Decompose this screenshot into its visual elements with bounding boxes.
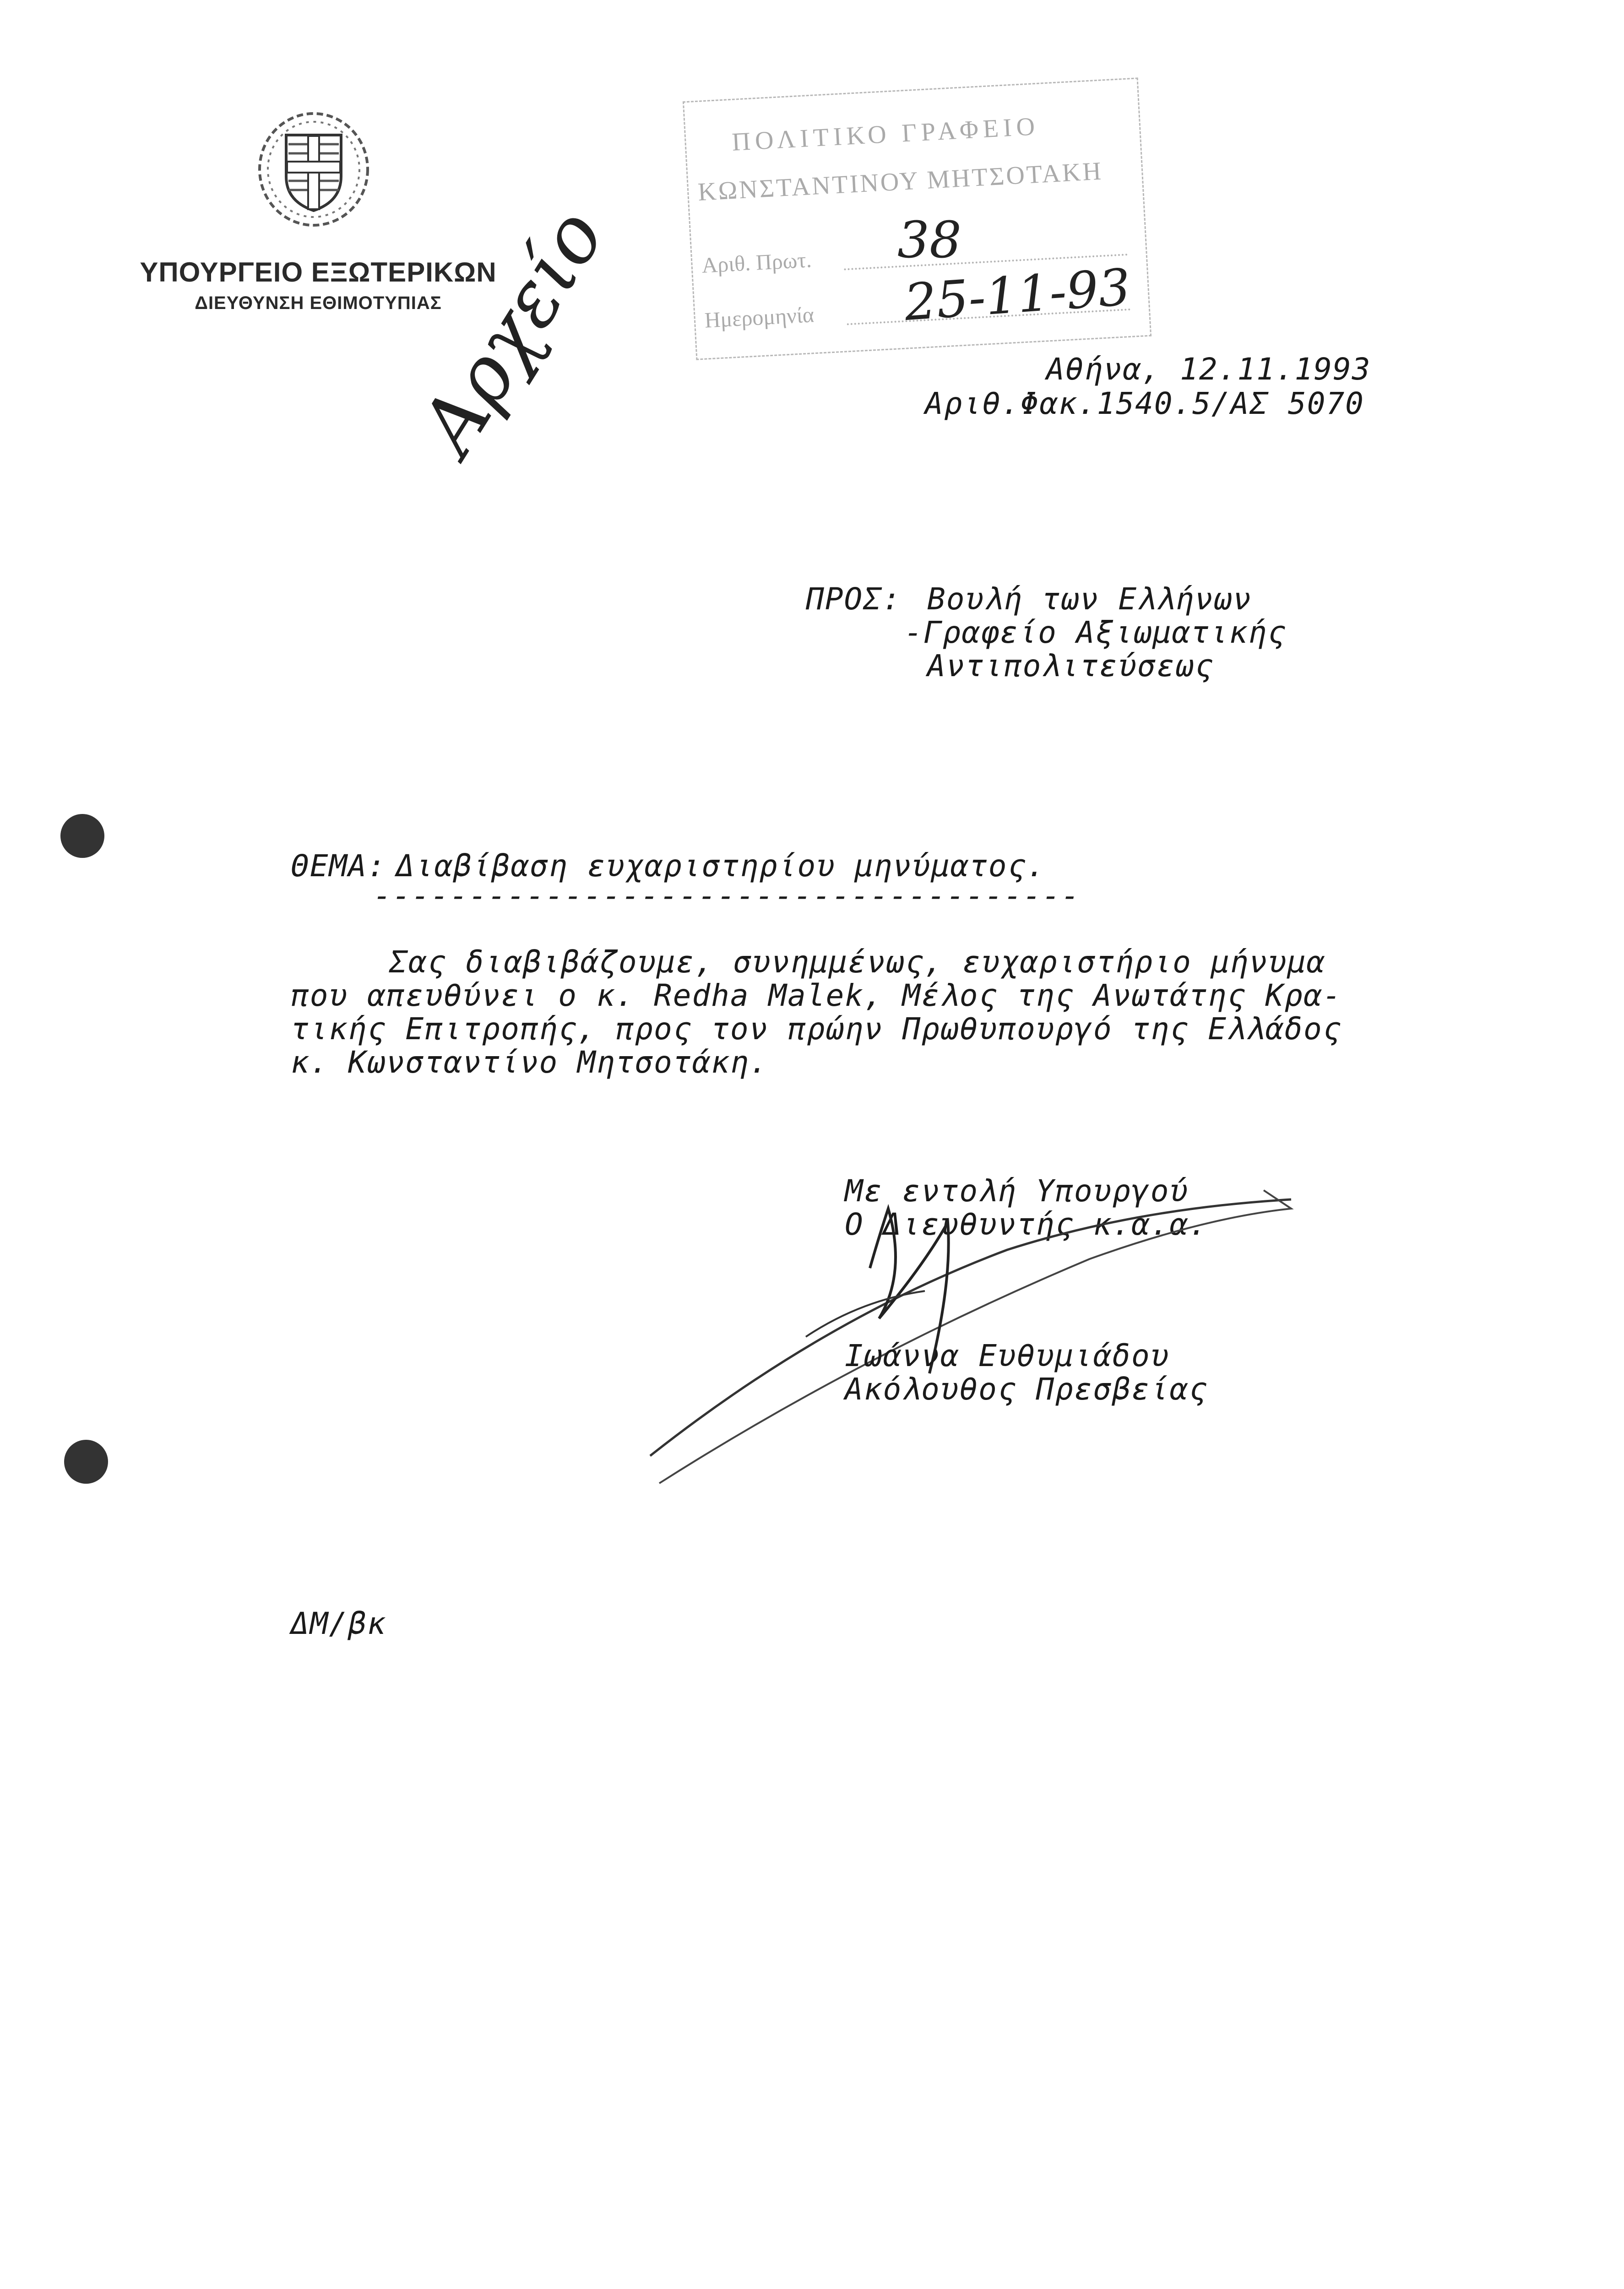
stamp-protocol-label: Αριθ. Πρωτ. — [701, 248, 812, 278]
subject-label: ΘΕΜΑ: — [291, 848, 386, 884]
body-line-3: τικής Επιτροπής, προς τον πρώην Πρωθυπουργό της Ελλάδος — [291, 1011, 1342, 1047]
greek-coat-of-arms-logo — [254, 108, 373, 231]
recipient-line-2: -Γραφείο Αξιωματικής — [904, 615, 1287, 650]
body-line-4: κ. Κωνσταντίνο Μητσοτάκη. — [291, 1045, 769, 1080]
signatory-name: Ιωάννα Ευθυμιάδου — [845, 1338, 1170, 1373]
stamp-office-name: ΠΟΛΙΤΙΚΟ ΓΡΑΦΕΙΟ — [731, 112, 1040, 157]
recipient-label: ΠΡΟΣ: — [806, 581, 902, 617]
body-line-1: Σας διαβιβάζουμε, συνημμένως, ευχαριστήριο μήνυμα — [389, 944, 1326, 980]
department-name: ΔΙΕΥΘΥΝΣΗ ΕΘΙΜΟΤΥΠΙΑΣ — [195, 293, 442, 313]
archive-annotation-handwritten: Αρχείο — [403, 194, 622, 469]
recipient-line-1: Βουλή των Ελλήνων — [927, 581, 1252, 617]
stamp-date-label: Ημερομηνία — [704, 303, 815, 333]
typist-initials: ΔΜ/βκ — [291, 1606, 386, 1641]
stamp-protocol-handwritten: 38 — [897, 211, 961, 269]
closing-line-2: Ο Διευθυντής κ.α.α. — [845, 1207, 1208, 1242]
body-line-2: που απευθύνει ο κ. Redha Malek, Μέλος της Ανωτάτης Κρα- — [291, 978, 1342, 1013]
ministry-name: ΥΠΟΥΡΓΕΙΟ ΕΞΩΤΕΡΙΚΩΝ — [140, 257, 497, 287]
file-number: Αριθ.Φακ.1540.5/ΑΣ 5070 — [925, 386, 1364, 421]
subject-underline: ------------------------------------- — [373, 878, 1081, 913]
punch-hole-top — [60, 814, 104, 858]
recipient-line-3: Αντιπολιτεύσεως — [927, 648, 1214, 683]
stamp-date-handwritten: 25-11-93 — [902, 257, 1133, 332]
place-date: Αθήνα, 12.11.1993 — [1046, 352, 1371, 387]
stamp-owner-name: ΚΩΝΣΤΑΝΤΙΝΟΥ ΜΗΤΣΟΤΑΚΗ — [697, 157, 1104, 206]
signatory-title: Ακόλουθος Πρεσβείας — [845, 1372, 1208, 1407]
subject-text: Διαβίβαση ευχαριστηρίου μηνύματος. — [396, 848, 1046, 884]
closing-line-1: Με εντολή Υπουργού — [845, 1173, 1189, 1209]
punch-hole-bottom — [64, 1440, 108, 1484]
